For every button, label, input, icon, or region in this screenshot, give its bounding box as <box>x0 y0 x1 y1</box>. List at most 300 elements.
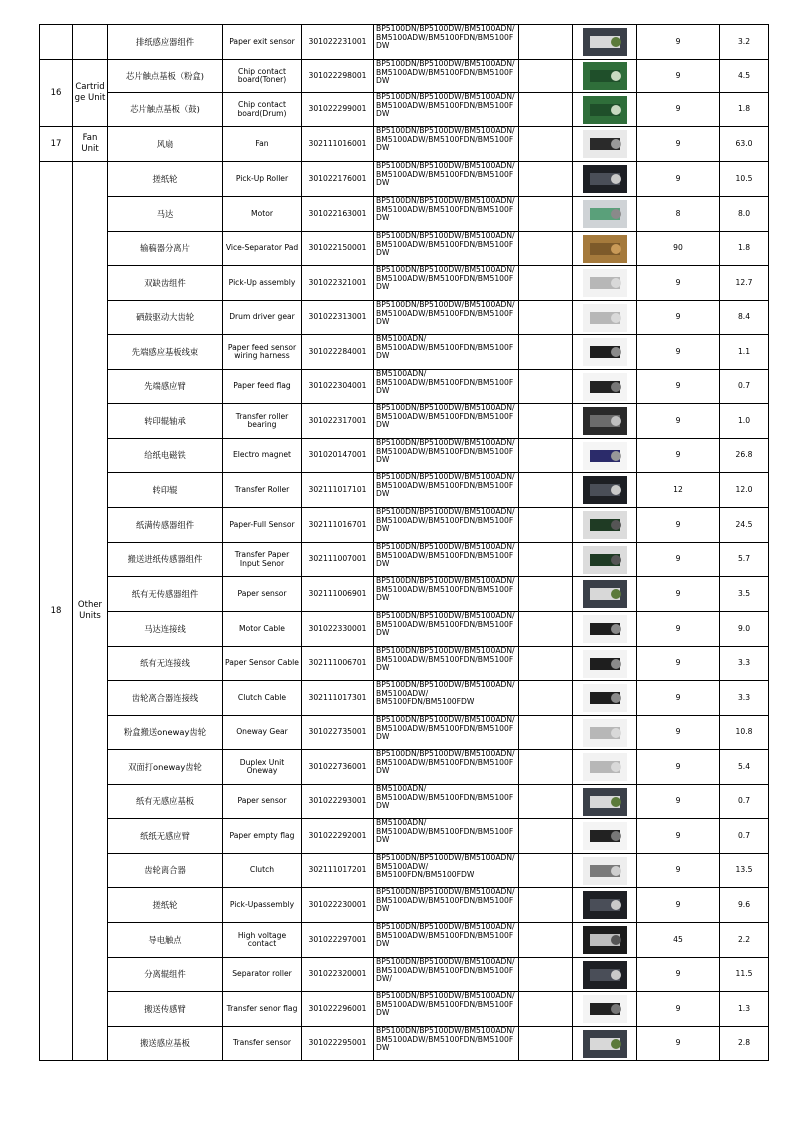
blank-cell <box>519 681 573 716</box>
blank-cell <box>519 958 573 992</box>
compatible-models: BP5100DN/BP5100DW/BM5100ADN/ BM5100ADW/BM5100FDN/BM5100F DW <box>374 647 519 681</box>
part-photo-cell <box>573 439 637 473</box>
part-code: 301022230001 <box>302 888 374 923</box>
part-code: 302111006901 <box>302 577 374 612</box>
part-name-en: Transfer Roller <box>223 473 302 508</box>
quantity: 90 <box>637 232 720 266</box>
part-name-en: Vice-Separator Pad <box>223 232 302 266</box>
part-photo-cell <box>573 404 637 439</box>
group-index: 16 <box>40 60 73 127</box>
part-photo-cell <box>573 750 637 785</box>
part-code: 301022330001 <box>302 612 374 647</box>
price: 5.4 <box>720 750 769 785</box>
part-photo-cell <box>573 819 637 854</box>
cable-photo <box>573 337 636 367</box>
part-name-en: Transfer sensor <box>223 1027 302 1061</box>
part-code: 302111017101 <box>302 473 374 508</box>
quantity: 9 <box>637 266 720 301</box>
sensor-assembly-photo <box>573 545 636 575</box>
price: 13.5 <box>720 854 769 888</box>
blank-cell <box>519 508 573 543</box>
flag-photo <box>573 372 636 402</box>
green-pcb-photo <box>573 61 636 91</box>
part-name-en: Oneway Gear <box>223 716 302 750</box>
price: 10.8 <box>720 716 769 750</box>
group-category: Fan Unit <box>73 127 108 162</box>
price: 8.0 <box>720 197 769 232</box>
price: 11.5 <box>720 958 769 992</box>
quantity: 9 <box>637 1027 720 1061</box>
part-name-en: Paper sensor <box>223 577 302 612</box>
part-name-cn: 搬送传感臂 <box>108 992 223 1027</box>
blank-cell <box>519 577 573 612</box>
price: 1.8 <box>720 232 769 266</box>
roller-photo <box>573 164 636 194</box>
part-photo-cell <box>573 888 637 923</box>
part-code: 301022298001 <box>302 60 374 93</box>
part-name-en: Paper feed flag <box>223 370 302 404</box>
part-photo-cell <box>573 543 637 577</box>
quantity: 9 <box>637 888 720 923</box>
part-photo-cell <box>573 1027 637 1061</box>
gear-photo <box>573 303 636 333</box>
part-name-cn: 齿轮离合器连接线 <box>108 681 223 716</box>
part-name-cn: 导电触点 <box>108 923 223 958</box>
part-code: 302111017201 <box>302 854 374 888</box>
contact-photo <box>573 925 636 955</box>
quantity: 9 <box>637 785 720 819</box>
part-name-cn: 粉盒搬送oneway齿轮 <box>108 716 223 750</box>
price: 26.8 <box>720 439 769 473</box>
pad-photo <box>573 234 636 264</box>
quantity: 9 <box>637 681 720 716</box>
price: 12.0 <box>720 473 769 508</box>
part-name-cn: 搬送感应基板 <box>108 1027 223 1061</box>
part-photo-cell <box>573 335 637 370</box>
quantity: 9 <box>637 60 720 93</box>
part-name-cn: 双面打oneway齿轮 <box>108 750 223 785</box>
quantity: 9 <box>637 508 720 543</box>
table-row <box>40 681 769 716</box>
quantity: 9 <box>637 162 720 197</box>
quantity: 9 <box>637 25 720 60</box>
blank-cell <box>519 25 573 60</box>
part-name-en: Pick-Up Roller <box>223 162 302 197</box>
green-pcb-photo <box>573 95 636 125</box>
part-name-en: Paper sensor <box>223 785 302 819</box>
blank-cell <box>519 785 573 819</box>
part-name-en: Fan <box>223 127 302 162</box>
part-name-cn: 转印辊 <box>108 473 223 508</box>
compatible-models: BP5100DN/BP5100DW/BM5100ADN/ BM5100ADW/BM5100FDN/BM5100F DW <box>374 716 519 750</box>
quantity: 9 <box>637 716 720 750</box>
quantity: 9 <box>637 335 720 370</box>
part-code: 301022150001 <box>302 232 374 266</box>
part-photo-cell <box>573 266 637 301</box>
compatible-models: BP5100DN/BP5100DW/BM5100ADN/ BM5100ADW/BM5100FDN/BM5100F DW <box>374 923 519 958</box>
magnet-photo <box>573 441 636 471</box>
price: 3.3 <box>720 647 769 681</box>
table-row <box>40 958 769 992</box>
compatible-models: BM5100ADN/ BM5100ADW/BM5100FDN/BM5100F DW <box>374 370 519 404</box>
table-row <box>40 93 769 127</box>
price: 5.7 <box>720 543 769 577</box>
table-row <box>40 197 769 232</box>
part-code: 301022295001 <box>302 1027 374 1061</box>
price: 3.5 <box>720 577 769 612</box>
compatible-models: BP5100DN/BP5100DW/BM5100ADN/ BM5100ADW/BM5100FDN/BM5100F DW <box>374 612 519 647</box>
part-code: 301022231001 <box>302 25 374 60</box>
part-code: 302111007001 <box>302 543 374 577</box>
quantity: 9 <box>637 93 720 127</box>
part-name-cn: 纸有无传感器组件 <box>108 577 223 612</box>
compatible-models: BP5100DN/BP5100DW/BM5100ADN/ BM5100ADW/BM5100FDN/BM5100F DW <box>374 25 519 60</box>
table-row <box>40 473 769 508</box>
blank-cell <box>519 473 573 508</box>
blank-cell <box>519 543 573 577</box>
compatible-models: BP5100DN/BP5100DW/BM5100ADN/ BM5100ADW/BM5100FDN/BM5100F DW <box>374 1027 519 1061</box>
quantity: 8 <box>637 197 720 232</box>
part-name-cn: 纸有无感应基板 <box>108 785 223 819</box>
part-name-en: Motor <box>223 197 302 232</box>
part-photo-cell <box>573 162 637 197</box>
part-name-cn: 芯片触点基板（粉盒) <box>108 60 223 93</box>
compatible-models: BP5100DN/BP5100DW/BM5100ADN/ BM5100ADW/BM5100FDN/BM5100F DW <box>374 127 519 162</box>
compatible-models: BP5100DN/BP5100DW/BM5100ADN/ BM5100ADW/BM5100FDN/BM5100F DW <box>374 60 519 93</box>
part-name-en: Paper Sensor Cable <box>223 647 302 681</box>
compatible-models: BM5100ADN/ BM5100ADW/BM5100FDN/BM5100F DW <box>374 819 519 854</box>
blank-cell <box>519 992 573 1027</box>
part-name-en: Electro magnet <box>223 439 302 473</box>
group-index <box>40 25 73 60</box>
quantity: 9 <box>637 301 720 335</box>
part-name-cn: 双缺齿组件 <box>108 266 223 301</box>
part-name-en: Motor Cable <box>223 612 302 647</box>
price: 4.5 <box>720 60 769 93</box>
group-category: Other Units <box>73 162 108 1061</box>
part-photo-cell <box>573 508 637 543</box>
part-name-en: Pick-Up assembly <box>223 266 302 301</box>
part-name-cn: 搬送进纸传感器组件 <box>108 543 223 577</box>
part-code: 302111016001 <box>302 127 374 162</box>
blank-cell <box>519 232 573 266</box>
quantity: 9 <box>637 854 720 888</box>
blank-cell <box>519 854 573 888</box>
part-name-cn: 马达连接线 <box>108 612 223 647</box>
table-row <box>40 543 769 577</box>
compatible-models: BM5100ADN/ BM5100ADW/BM5100FDN/BM5100F DW <box>374 785 519 819</box>
part-name-en: Separator roller <box>223 958 302 992</box>
price: 1.8 <box>720 93 769 127</box>
table-row <box>40 577 769 612</box>
part-code: 302111006701 <box>302 647 374 681</box>
blank-cell <box>519 439 573 473</box>
part-photo-cell <box>573 923 637 958</box>
part-name-en: Paper-Full Sensor <box>223 508 302 543</box>
table-row <box>40 508 769 543</box>
part-name-cn: 排纸感应器组件 <box>108 25 223 60</box>
sensor-board-photo <box>573 787 636 817</box>
compatible-models: BP5100DN/BP5100DW/BM5100ADN/ BM5100ADW/ BM5100FDN/BM5100FDW <box>374 854 519 888</box>
bearing-photo <box>573 406 636 436</box>
price: 9.0 <box>720 612 769 647</box>
price: 0.7 <box>720 819 769 854</box>
part-name-cn: 芯片触点基板（鼓) <box>108 93 223 127</box>
part-photo-cell <box>573 785 637 819</box>
table-row <box>40 301 769 335</box>
table-row <box>40 819 769 854</box>
part-photo-cell <box>573 232 637 266</box>
part-code: 302111017301 <box>302 681 374 716</box>
blank-cell <box>519 301 573 335</box>
compatible-models: BP5100DN/BP5100DW/BM5100ADN/ BM5100ADW/BM5100FDN/BM5100F DW <box>374 473 519 508</box>
sensor-board-photo <box>573 579 636 609</box>
blank-cell <box>519 819 573 854</box>
blank-cell <box>519 923 573 958</box>
part-name-en: Chip contact board(Toner) <box>223 60 302 93</box>
price: 10.5 <box>720 162 769 197</box>
price: 1.0 <box>720 404 769 439</box>
compatible-models: BP5100DN/BP5100DW/BM5100ADN/ BM5100ADW/BM5100FDN/BM5100F DW <box>374 404 519 439</box>
table-row <box>40 923 769 958</box>
part-name-cn: 纸满传感器组件 <box>108 508 223 543</box>
compatible-models: BM5100ADN/ BM5100ADW/BM5100FDN/BM5100F DW <box>374 335 519 370</box>
quantity: 9 <box>637 612 720 647</box>
blank-cell <box>519 127 573 162</box>
gear-photo <box>573 268 636 298</box>
price: 9.6 <box>720 888 769 923</box>
quantity: 12 <box>637 473 720 508</box>
table-row <box>40 127 769 162</box>
compatible-models: BP5100DN/BP5100DW/BM5100ADN/ BM5100ADW/BM5100FDN/BM5100F DW <box>374 439 519 473</box>
roller-photo <box>573 890 636 920</box>
part-name-en: Clutch Cable <box>223 681 302 716</box>
blank-cell <box>519 1027 573 1061</box>
table-row <box>40 992 769 1027</box>
part-photo-cell <box>573 25 637 60</box>
part-photo-cell <box>573 716 637 750</box>
blank-cell <box>519 93 573 127</box>
roller-photo <box>573 475 636 505</box>
quantity: 9 <box>637 404 720 439</box>
quantity: 9 <box>637 439 720 473</box>
blank-cell <box>519 750 573 785</box>
part-name-cn: 纸有无连接线 <box>108 647 223 681</box>
table-row <box>40 750 769 785</box>
compatible-models: BP5100DN/BP5100DW/BM5100ADN/ BM5100ADW/BM5100FDN/BM5100F DW <box>374 197 519 232</box>
table-row <box>40 232 769 266</box>
part-name-cn: 先端感应臂 <box>108 370 223 404</box>
part-name-en: Clutch <box>223 854 302 888</box>
group-index: 17 <box>40 127 73 162</box>
fan-photo <box>573 129 636 159</box>
part-code: 301022304001 <box>302 370 374 404</box>
cable-photo <box>573 683 636 713</box>
part-name-en: Drum driver gear <box>223 301 302 335</box>
sensor-board-photo <box>573 27 636 57</box>
part-code: 301022293001 <box>302 785 374 819</box>
blank-cell <box>519 888 573 923</box>
price: 12.7 <box>720 266 769 301</box>
compatible-models: BP5100DN/BP5100DW/BM5100ADN/ BM5100ADW/BM5100FDN/BM5100F DW <box>374 301 519 335</box>
compatible-models: BP5100DN/BP5100DW/BM5100ADN/ BM5100ADW/BM5100FDN/BM5100F DW <box>374 162 519 197</box>
part-name-en: Pick-Upassembly <box>223 888 302 923</box>
compatible-models: BP5100DN/BP5100DW/BM5100ADN/ BM5100ADW/BM5100FDN/BM5100F DW/ <box>374 958 519 992</box>
part-name-cn: 分离辊组件 <box>108 958 223 992</box>
blank-cell <box>519 716 573 750</box>
sensor-board-photo <box>573 1029 636 1059</box>
part-code: 301022736001 <box>302 750 374 785</box>
part-code: 301022296001 <box>302 992 374 1027</box>
part-name-cn: 风扇 <box>108 127 223 162</box>
quantity: 9 <box>637 819 720 854</box>
part-name-cn: 给纸电磁铁 <box>108 439 223 473</box>
part-name-cn: 搓纸轮 <box>108 162 223 197</box>
part-code: 301022320001 <box>302 958 374 992</box>
part-photo-cell <box>573 612 637 647</box>
roller-photo <box>573 960 636 990</box>
price: 3.2 <box>720 25 769 60</box>
part-photo-cell <box>573 93 637 127</box>
table-row <box>40 1027 769 1061</box>
blank-cell <box>519 647 573 681</box>
compatible-models: BP5100DN/BP5100DW/BM5100ADN/ BM5100ADW/BM5100FDN/BM5100F DW <box>374 577 519 612</box>
group-category <box>73 25 108 60</box>
compatible-models: BP5100DN/BP5100DW/BM5100ADN/ BM5100ADW/BM5100FDN/BM5100F DW <box>374 888 519 923</box>
quantity: 9 <box>637 370 720 404</box>
motor-photo <box>573 199 636 229</box>
part-photo-cell <box>573 577 637 612</box>
table-row <box>40 370 769 404</box>
table-row <box>40 335 769 370</box>
part-name-en: High voltage contact <box>223 923 302 958</box>
blank-cell <box>519 335 573 370</box>
part-name-cn: 搓纸轮 <box>108 888 223 923</box>
compatible-models: BP5100DN/BP5100DW/BM5100ADN/ BM5100ADW/BM5100FDN/BM5100F DW <box>374 750 519 785</box>
compatible-models: BP5100DN/BP5100DW/BM5100ADN/ BM5100ADW/BM5100FDN/BM5100F DW <box>374 543 519 577</box>
quantity: 9 <box>637 958 720 992</box>
part-name-en: Transfer roller bearing <box>223 404 302 439</box>
blank-cell <box>519 612 573 647</box>
group-category: Cartrid ge Unit <box>73 60 108 127</box>
part-photo-cell <box>573 992 637 1027</box>
table-row <box>40 888 769 923</box>
quantity: 9 <box>637 543 720 577</box>
parts-table <box>39 24 769 1061</box>
part-photo-cell <box>573 647 637 681</box>
quantity: 9 <box>637 127 720 162</box>
quantity: 9 <box>637 647 720 681</box>
table-row <box>40 716 769 750</box>
part-photo-cell <box>573 60 637 93</box>
part-photo-cell <box>573 301 637 335</box>
part-name-cn: 纸纸无感应臂 <box>108 819 223 854</box>
table-row <box>40 612 769 647</box>
part-code: 302111016701 <box>302 508 374 543</box>
table-row <box>40 439 769 473</box>
part-code: 301022163001 <box>302 197 374 232</box>
part-code: 301022735001 <box>302 716 374 750</box>
gear-photo <box>573 752 636 782</box>
quantity: 45 <box>637 923 720 958</box>
part-name-en: Chip contact board(Drum) <box>223 93 302 127</box>
clutch-photo <box>573 856 636 886</box>
blank-cell <box>519 404 573 439</box>
part-name-en: Transfer Paper Input Senor <box>223 543 302 577</box>
price: 1.1 <box>720 335 769 370</box>
table-row <box>40 60 769 93</box>
price: 2.8 <box>720 1027 769 1061</box>
part-code: 301022176001 <box>302 162 374 197</box>
part-name-cn: 先端感应基板线束 <box>108 335 223 370</box>
blank-cell <box>519 60 573 93</box>
part-code: 301022299001 <box>302 93 374 127</box>
price: 3.3 <box>720 681 769 716</box>
quantity: 9 <box>637 992 720 1027</box>
compatible-models: BP5100DN/BP5100DW/BM5100ADN/ BM5100ADW/ BM5100FDN/BM5100FDW <box>374 681 519 716</box>
price: 24.5 <box>720 508 769 543</box>
blank-cell <box>519 266 573 301</box>
part-code: 301022313001 <box>302 301 374 335</box>
part-code: 301022297001 <box>302 923 374 958</box>
group-index: 18 <box>40 162 73 1061</box>
part-name-cn: 输稿器分离片 <box>108 232 223 266</box>
part-name-cn: 转印辊轴承 <box>108 404 223 439</box>
flag-photo <box>573 821 636 851</box>
price: 1.3 <box>720 992 769 1027</box>
part-photo-cell <box>573 127 637 162</box>
quantity: 9 <box>637 750 720 785</box>
part-name-cn: 齿轮离合器 <box>108 854 223 888</box>
part-name-en: Duplex Unit Oneway <box>223 750 302 785</box>
price: 63.0 <box>720 127 769 162</box>
compatible-models: BP5100DN/BP5100DW/BM5100ADN/ BM5100ADW/BM5100FDN/BM5100F DW <box>374 508 519 543</box>
part-code: 301022284001 <box>302 335 374 370</box>
compatible-models: BP5100DN/BP5100DW/BM5100ADN/ BM5100ADW/BM5100FDN/BM5100F DW <box>374 992 519 1027</box>
price: 2.2 <box>720 923 769 958</box>
table-row <box>40 162 769 197</box>
part-name-en: Transfer senor flag <box>223 992 302 1027</box>
part-code: 301022292001 <box>302 819 374 854</box>
price: 0.7 <box>720 370 769 404</box>
table-row <box>40 854 769 888</box>
quantity: 9 <box>637 577 720 612</box>
part-code: 301022317001 <box>302 404 374 439</box>
part-photo-cell <box>573 854 637 888</box>
table-row <box>40 404 769 439</box>
cable-photo <box>573 614 636 644</box>
blank-cell <box>519 197 573 232</box>
flag-photo <box>573 994 636 1024</box>
gear-photo <box>573 718 636 748</box>
blank-cell <box>519 162 573 197</box>
blank-cell <box>519 370 573 404</box>
part-photo-cell <box>573 473 637 508</box>
compatible-models: BP5100DN/BP5100DW/BM5100ADN/ BM5100ADW/BM5100FDN/BM5100F DW <box>374 232 519 266</box>
price: 0.7 <box>720 785 769 819</box>
part-photo-cell <box>573 197 637 232</box>
table-row <box>40 266 769 301</box>
price: 8.4 <box>720 301 769 335</box>
table-row <box>40 25 769 60</box>
part-photo-cell <box>573 370 637 404</box>
part-name-en: Paper empty flag <box>223 819 302 854</box>
part-name-cn: 马达 <box>108 197 223 232</box>
part-code: 301022321001 <box>302 266 374 301</box>
table-row <box>40 785 769 819</box>
part-code: 301020147001 <box>302 439 374 473</box>
part-name-en: Paper exit sensor <box>223 25 302 60</box>
